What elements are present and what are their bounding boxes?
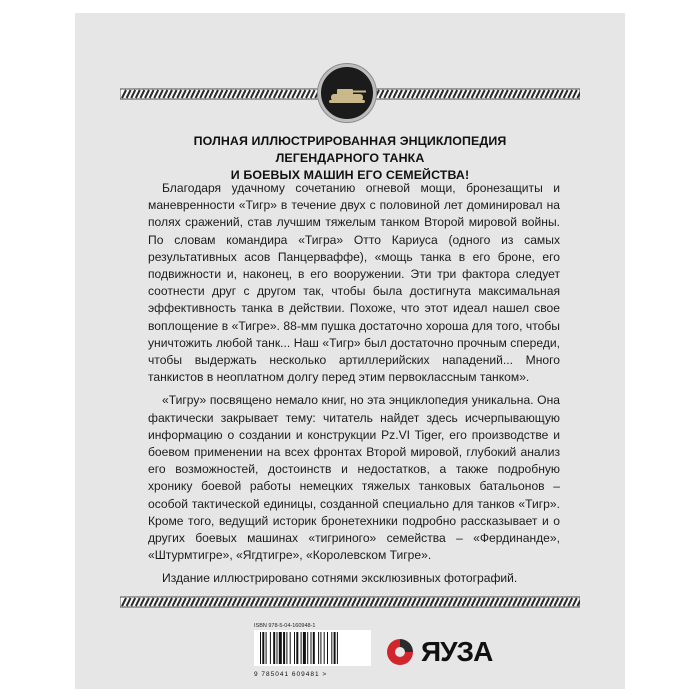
barcode-digits: 9 785041 609481 > <box>254 671 328 678</box>
paragraph-3: Издание иллюстрировано сотнями эксклюзивных фотографий. <box>162 571 518 586</box>
isbn-label: ISBN 978-5-04-160948-1 <box>254 623 316 629</box>
publisher-emblem-icon <box>385 637 415 667</box>
bottom-rope-divider <box>120 596 580 608</box>
tank-icon <box>321 67 373 119</box>
barcode <box>254 623 371 678</box>
annotation-text <box>148 180 560 594</box>
headline-line-1: ПОЛНАЯ ИЛЛЮСТРИРОВАННАЯ ЭНЦИКЛОПЕДИЯ <box>193 134 507 148</box>
publisher-name: ЯУЗА <box>421 636 493 667</box>
headline-line-3: И БОЕВЫХ МАШИН ЕГО СЕМЕЙСТВА! <box>230 168 470 182</box>
headline-line-2: ЛЕГЕНДАРНОГО ТАНКА <box>275 151 425 165</box>
headline <box>120 133 580 184</box>
paragraph-2: «Тигру» посвящено немало книг, но эта энциклопедия уникальна. Она фактически закрывает тему: читатель найдет здесь исчерпывающую информацию о создании и конструкции Pz.VI Tiger, его производстве и боевом применении на всех фронтах Второй мировой, глубокий анализ его возможностей, достоинств и недостатков, а также подробную хронику боевой работы немецких тяжелых танковых батальонов – особой тактической единицы, созданной специально для танков «Тигр». Кроме того, ведущий историк бронетехники подробно рассказывает и о других боевых машинах «тигриного» семейства – «Фердинанде», «Штурмтигре», «Ягдтигре», «Королевском Тигре». <box>148 393 560 563</box>
publisher-logo <box>385 634 492 670</box>
barcode-bars <box>254 630 371 666</box>
paragraph-1: Благодаря удачному сочетанию огневой мощи, бронезащиты и маневренности «Тигр» в течение двух с половиной лет доминировал на полях сражений, став лучшим тяжелым танком Второй мировой войны. По словам командира «Тигра» Отто Кариуса (одного из самых результативных асов Панцерваффе), «мощь танка в его броне, его подвижности и, наконец, в его вооружении. Эти три фактора следует соотнести друг с другом так, чтобы была достигнута максимальная эффективность танка в действии. Похоже, что этот идеал нашел свое воплощение в «Тигре». 88-мм пушка достаточно хороша для того, чтобы уничтожить любой танк... Наш «Тигр» был достаточно прочным спереди, чтобы выдержать несколько артиллерийских нападений... Много танкистов в неоплатном долгу перед этим первоклассным танком». <box>148 181 560 385</box>
tank-emblem <box>318 64 376 122</box>
